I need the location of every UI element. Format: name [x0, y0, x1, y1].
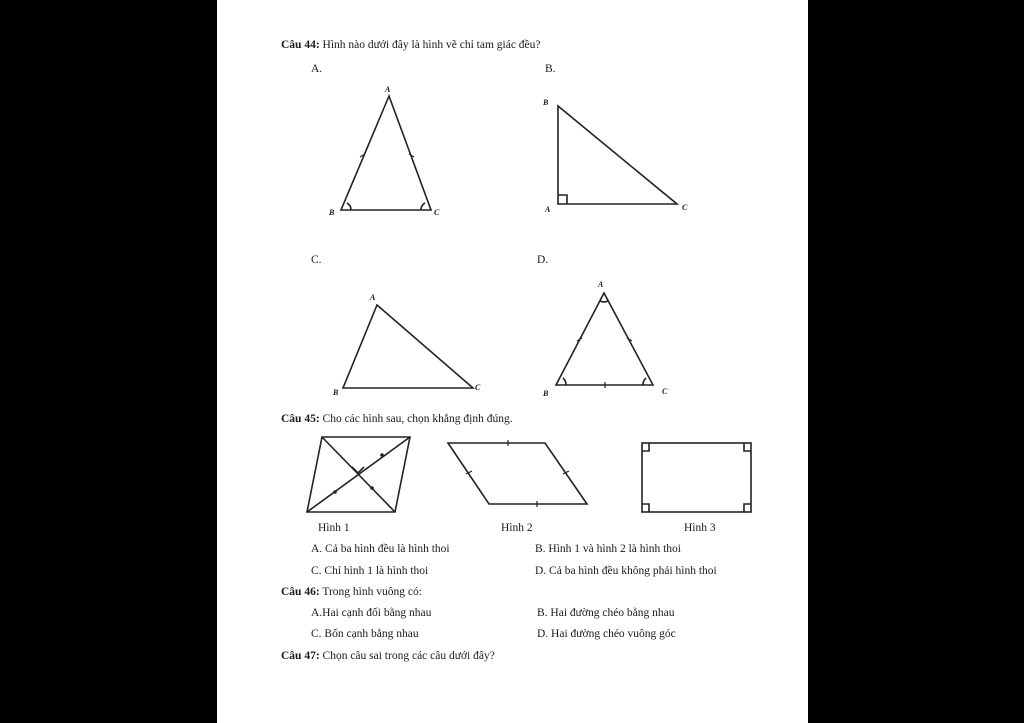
- shape-2-label: Hình 2: [501, 522, 533, 534]
- q46-answer-d: D. Hai đường chéo vuông góc: [537, 628, 676, 640]
- q44-option-c-label: C.: [311, 254, 322, 266]
- triangle-b-vertex-top: B: [543, 98, 549, 107]
- triangle-b-vertex-right: C: [682, 203, 688, 212]
- q44-option-b-label: B.: [545, 63, 556, 75]
- triangle-a-vertex-left: B: [329, 208, 335, 217]
- q45-number: Câu 45:: [281, 413, 320, 425]
- q46-text: Trong hình vuông có:: [322, 586, 422, 598]
- triangle-c-vertex-right: C: [475, 383, 481, 392]
- q45-text: Cho các hình sau, chọn khẳng định đúng.: [322, 413, 513, 425]
- q44-text: Hình nào dưới đây là hình vẽ chỉ tam giác đều?: [322, 39, 541, 51]
- q46-answer-a: A.Hai cạnh đối bằng nhau: [311, 607, 432, 619]
- triangle-c-vertex-top: A: [370, 293, 376, 302]
- triangle-d-vertex-right: C: [662, 387, 668, 396]
- q46-answer-b: B. Hai đường chéo bằng nhau: [537, 607, 675, 619]
- triangle-a-vertex-right: C: [434, 208, 440, 217]
- q47-line: [281, 649, 495, 663]
- shape-1-label: Hình 1: [318, 522, 350, 534]
- q44-option-a-label: A.: [311, 63, 323, 75]
- q44-number: Câu 44:: [281, 39, 320, 51]
- q47-text: Chọn câu sai trong các câu dưới đây?: [322, 650, 495, 662]
- q45-answer-b: B. Hình 1 và hình 2 là hình thoi: [535, 543, 681, 555]
- shape-3-figure: [217, 0, 808, 723]
- triangle-b-vertex-left: A: [545, 205, 551, 214]
- q46-number: Câu 46:: [281, 586, 320, 598]
- worksheet-page: [217, 0, 808, 723]
- triangle-d-vertex-left: B: [543, 389, 549, 398]
- q46-line: [281, 585, 422, 599]
- q45-answer-d: D. Cả ba hình đều không phải hình thoi: [535, 565, 717, 577]
- q47-number: Câu 47:: [281, 650, 320, 662]
- q45-answer-c: C. Chỉ hình 1 là hình thoi: [311, 565, 429, 577]
- shape-3-label: Hình 3: [684, 522, 716, 534]
- q45-answer-a: A. Cả ba hình đều là hình thoi: [311, 543, 450, 555]
- triangle-a-vertex-top: A: [385, 85, 391, 94]
- triangle-c-vertex-left: B: [333, 388, 339, 397]
- triangle-d-vertex-top: A: [598, 280, 604, 289]
- q44-option-d-label: D.: [537, 254, 549, 266]
- q46-answer-c: C. Bốn cạnh bằng nhau: [311, 628, 419, 640]
